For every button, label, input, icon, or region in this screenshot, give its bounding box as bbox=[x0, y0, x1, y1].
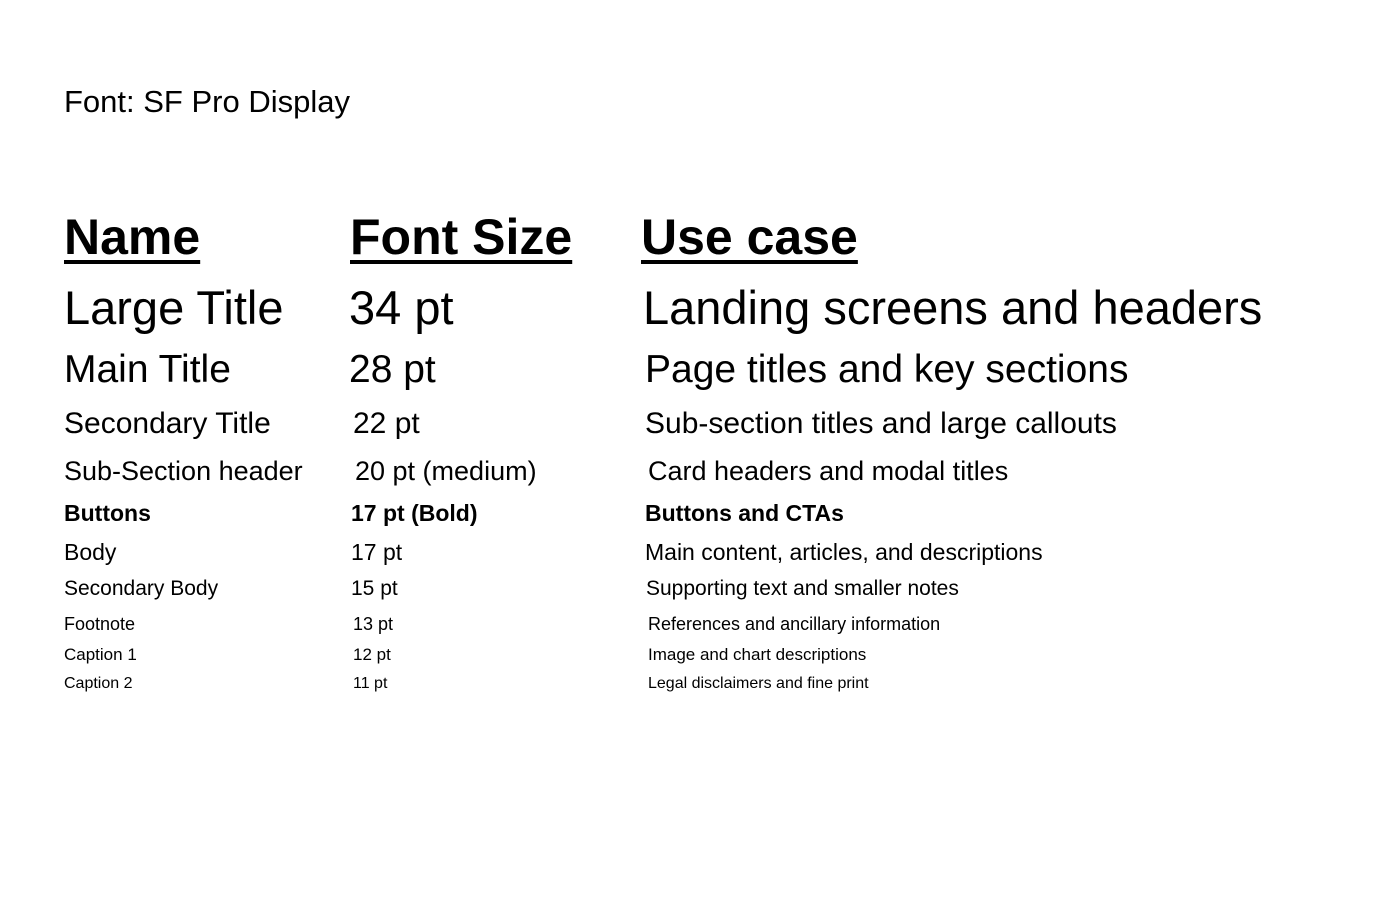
row-name: Main Title bbox=[64, 348, 231, 391]
row-use-case: Landing screens and headers bbox=[643, 281, 1263, 334]
row-size: 13 pt bbox=[353, 614, 394, 634]
row-name: Caption 2 bbox=[64, 675, 133, 692]
row-name: Secondary Title bbox=[64, 407, 271, 440]
row-name: Secondary Body bbox=[64, 577, 219, 600]
row-use-case: Sub-section titles and large callouts bbox=[645, 407, 1117, 440]
row-use-case: Main content, articles, and descriptions bbox=[645, 539, 1043, 565]
header-name: Name bbox=[64, 209, 201, 265]
row-size: 15 pt bbox=[351, 577, 398, 600]
row-use-case: Card headers and modal titles bbox=[648, 456, 1009, 486]
row-use-case: Legal disclaimers and fine print bbox=[648, 675, 869, 692]
row-name: Footnote bbox=[64, 614, 136, 634]
row-use-case: Buttons and CTAs bbox=[645, 500, 844, 526]
row-name: Buttons bbox=[64, 500, 151, 526]
row-use-case: Supporting text and smaller notes bbox=[646, 577, 959, 600]
row-size: 20 pt (medium) bbox=[355, 456, 537, 486]
row-name: Large Title bbox=[64, 281, 284, 334]
row-size: 11 pt bbox=[353, 675, 388, 692]
row-size: 17 pt bbox=[351, 539, 403, 565]
row-name: Sub-Section header bbox=[64, 456, 303, 486]
header-use-case: Use case bbox=[641, 209, 858, 265]
row-name: Body bbox=[64, 539, 117, 565]
row-use-case: References and ancillary information bbox=[648, 614, 941, 634]
row-size: 22 pt bbox=[353, 407, 420, 440]
row-use-case: Page titles and key sections bbox=[645, 348, 1129, 391]
row-size: 34 pt bbox=[349, 281, 454, 334]
row-size: 17 pt (Bold) bbox=[351, 500, 478, 526]
row-size: 12 pt bbox=[353, 645, 391, 664]
header-font-size: Font Size bbox=[350, 209, 573, 265]
row-use-case: Image and chart descriptions bbox=[648, 645, 867, 664]
font-label: Font: SF Pro Display bbox=[64, 84, 350, 119]
row-name: Caption 1 bbox=[64, 645, 137, 664]
row-size: 28 pt bbox=[349, 348, 436, 391]
